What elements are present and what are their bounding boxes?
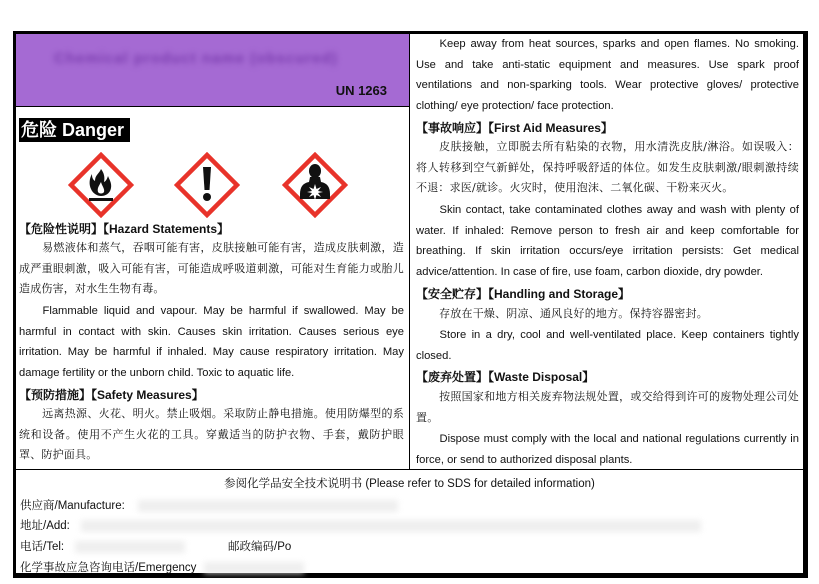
storage-cn: 存放在干燥、阴凉、通风良好的地方。保持容器密封。: [439, 307, 708, 320]
tel-row: [20, 538, 185, 554]
product-header: [16, 34, 409, 107]
emergency-value-redacted: [204, 562, 304, 574]
tel-label: 电话/Tel:: [20, 541, 65, 553]
exclamation-icon: [174, 152, 240, 218]
first-aid-title: 【事故响应】【First Aid Measures】: [416, 121, 613, 135]
sds-reference: 参阅化学品安全技术说明书 (Please refer to SDS for detailed information): [224, 478, 595, 490]
hazard-statements-en: Flammable liquid and vapour. May be harmful if swallowed. May be harmful in contact with skin. Causes skin irritation. Causes serious eye irritation. May be harmful if inhaled. May cause respiratory irritation. May damage fertility or the unborn child. Toxic to aquatic life.: [19, 305, 404, 380]
manufacture-value-redacted: [138, 500, 398, 512]
storage-en: Store in a dry, cool and well-ventilated place. Keep containers tightly closed.: [416, 329, 799, 362]
storage-title: 【安全贮存】【Handling and Storage】: [416, 287, 631, 301]
product-name: Chemical product name (obscured): [54, 50, 338, 67]
right-column: [410, 34, 803, 470]
signal-word: 危险 Danger: [19, 118, 130, 142]
safety-measures-en: Keep away from heat sources, sparks and open flames. No smoking. Use and take anti-static equipment and measures. Use spark proof ventilations and non-sparking tools. Wear protective gloves/ protective clothing/ eye protection/ face protection.: [416, 38, 799, 113]
address-label: 地址/Add:: [20, 520, 70, 532]
address-row: [20, 517, 701, 533]
safety-measures-title: 【预防措施】【Safety Measures】: [19, 388, 204, 402]
disposal-en: Dispose must comply with the local and national regulations currently in force, or send to authorized disposal plants.: [416, 433, 799, 466]
emergency-row: [20, 559, 304, 575]
manufacture-label: 供应商/Manufacture:: [20, 500, 125, 512]
first-aid-en: Skin contact, take contaminated clothes away and wash with plenty of water. If inhaled: Remove person to fresh air and keep comfortable for breathing. If skin irritation occurs/eye irritation persists: Get medical advice/attention. In case of fire, use foam, carbon dioxide, dry powder.: [416, 204, 799, 279]
first-aid-cn: 皮肤接触，立即脱去所有粘染的衣物，用水清洗皮肤/淋浴。如误吸入：将人转移到空气新鲜处，保持呼吸舒适的体位。如发生皮肤刺激/眼刺激持续不退：求医/就诊。火灾时，使用泡沫、二氧化碳、干粉来灭火。: [416, 140, 799, 195]
safety-measures-cn: 远离热源、火花、明火。禁止吸烟。采取防止静电措施。使用防爆型的系统和设备。使用不产生火花的工具。穿戴适当的防护衣物、手套，戴防护眼罩、防护面具。: [19, 407, 404, 462]
supplier-footer: [16, 470, 803, 574]
hazard-statements-title: 【危险性说明】【Hazard Statements】: [19, 222, 230, 236]
manufacture-row: [20, 497, 398, 513]
left-column: [16, 34, 409, 470]
postcode-row: [228, 538, 291, 554]
flame-icon: [68, 152, 134, 218]
tel-value-redacted: [75, 541, 185, 553]
disposal-cn: 按照国家和地方相关废弃物法规处置，或交给得到许可的废物处理公司处置。: [416, 390, 799, 424]
address-value-redacted: [81, 520, 701, 532]
emergency-label: 化学事故应急咨询电话/Emergency: [20, 562, 197, 574]
ghs-pictograms: [16, 148, 409, 218]
disposal-title: 【废弃处置】【Waste Disposal】: [416, 370, 595, 384]
hazard-statements-cn: 易燃液体和蒸气，吞咽可能有害，皮肤接触可能有害，造成皮肤刺激，造成严重眼刺激，吸入可能有害，可能造成呼吸道刺激，可能对生育能力或胎儿造成伤害，对水生生物有毒。: [19, 241, 404, 296]
un-number: UN 1263: [335, 83, 387, 98]
health-hazard-icon: [282, 152, 348, 218]
postcode-label: 邮政编码/Po: [228, 541, 292, 553]
